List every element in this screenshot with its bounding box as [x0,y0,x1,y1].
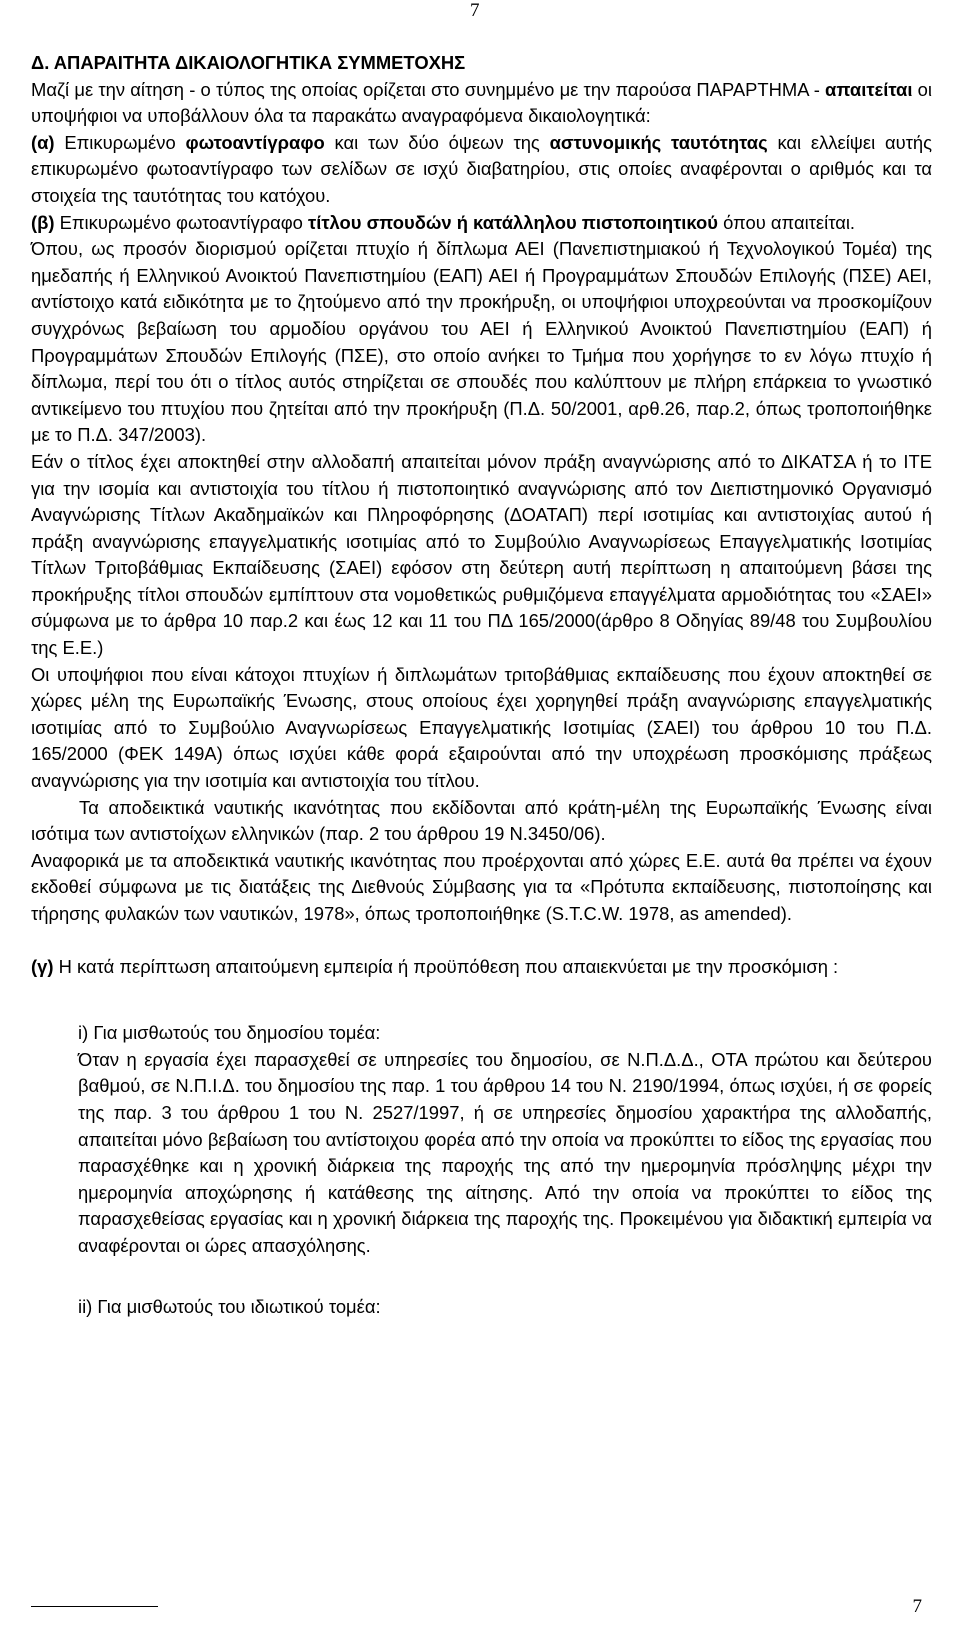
item-a [31,130,932,210]
paragraph-nautical-stcw: Αναφορικά με τα αποδεικτικά ναυτικής ικανότητας που προέρχονται από χώρες Ε.Ε. αυτά θα πρέπει να έχουν εκδοθεί σύμφωνα με τις διατάξεις της Διεθνούς Σύμβασης για τα «Πρότυπα εκπαίδευσης, πιστοποίησης και τήρησης φυλακών των ναυτικών, 1978», όπως τροποποιήθηκε (S.T.C.W. 1978, as amended). [31,849,932,924]
paragraph-eu-degree: Οι υποψήφιοι που είναι κάτοχοι πτυχίων ή διπλωμάτων τριτοβάθμιας εκπαίδευσης που έχουν αποκτηθεί σε χώρες μέλη της Ευρωπαϊκής Ένωσης, στους οποίους έχει χορηγηθεί πράξη αναγνώρισης επαγγελματικής ισοτιμίας από το Συμβούλιο Αναγνωρίσεως Επαγγελματικής Ισοτιμίας (ΣΑΕΙ) του άρθρου 10 του Π.Δ. 165/2000 (ΦΕΚ 149Α) όπως ισχύει κάθε φορά εξαιρούνται από την υποχρέωση προσκόμισης πράξεως αναγνώρισης για την ισοτιμία και αντιστοιχία του τίτλου. [31,663,932,792]
item-b [31,210,932,237]
intro-emphasis: απαιτείται [825,78,913,100]
intro-text-2: οι υποψήφιοι να υποβάλλουν όλα τα παρακάτω αναγραφόμενα δικαιολογητικά: [31,78,932,127]
paragraph-foreign-degree: Εάν ο τίτλος έχει αποκτηθεί στην αλλοδαπή απαιτείται μόνον πράξη αναγνώρισης από το ΔΙΚΑΤΣΑ ή το ΙΤΕ για την ισομία και αντιστοιχία του τίτλου ή πιστοποιητικό αναγνώρισης από τον Διεπιστημονικό Οργανισμό Αναγνώρισης Τίτλων Ακαδημαϊκών και Πληροφόρησης (ΔΟΑΤΑΠ) περί ισοτιμίας και αντιστοιχίας αυτού ή πράξη αναγνώρισης επαγγελματικής ισοτιμίας από το Συμβούλιο Αναγνωρίσεως Επαγγελματικής Ισοτιμίας Τίτλων Τριτοβάθμιας Εκπαίδευσης (ΣΑΕΙ) εφόσον στη δεύτερη αυτή περίπτωση η απαιτούμενη βάσει της προκήρυξης τίτλοι σπουδών εμπίπτουν στα νομοθετικώς ρυθμιζόμενα επαγγέλματα αρμοδιότητας του «ΣΑΕΙ» σύμφωνα με το άρθρα 10 παρ.2 και έως 12 και 11 του ΠΔ 165/2000(άρθρο 8 Οδηγίας 89/48 του Συμβουλίου της Ε.Ε.) [31,450,932,659]
sub-item-ii-title: ii) Για μισθωτούς του ιδιωτικού τομέα: [78,1295,381,1317]
item-a-bold-1: φωτοαντίγραφο [185,131,325,153]
section-heading [31,50,932,77]
item-a-bold-2: αστυνομικής ταυτότητας [549,131,768,153]
document-body [31,50,932,1320]
item-a-text-3: και ελλείψει αυτής επικυρωμένο φωτοαντίγραφο των σελίδων σε ισχύ διαβατηρίου, στις οποίες αναφέρονται ο αριθμός και τα στοιχεία της ταυτότητας του κατόχου. [31,131,932,206]
item-b-bold-1: τίτλου σπουδών ή κατάλληλου πιστοποιητικού [308,211,718,233]
footnote-separator [31,1606,158,1607]
item-c [31,954,932,981]
item-b-text-1: Επικυρωμένο φωτοαντίγραφο [54,211,309,233]
paragraph-degree-certification: Όπου, ως προσόν διορισμού ορίζεται πτυχίο ή δίπλωμα ΑΕΙ (Πανεπιστημιακού ή Τεχνολογικού Τομέα) της ημεδαπής ή Ελληνικού Ανοικτού Πανεπιστημίου (ΕΑΠ) ΑΕΙ ή Προγραμμάτων Σπουδών Επιλογής (ΠΣΕ) ΑΕΙ, αντίστοιχο κατά ειδικότητα με το ζητούμενο από την προκήρυξη, οι υποψήφιοι υποχρεούνται να προσκομίζουν συγχρόνως βεβαίωση του αρμοδίου οργάνου του ΑΕΙ ή Ελληνικού Ανοικτού Πανεπιστημίου (ΕΑΠ) ή Προγραμμάτων Σπουδών Επιλογής (ΠΣΕ), στο οποίο ανήκει το Τμήμα που χορήγησε το εν λόγω πτυχίο ή δίπλωμα, περί του ότι ο τίτλος αυτός στηρίζεται σε σπουδές που καλύπτουν με πλήρη επάρκεια το γνωστικό αντικείμενο του πτυχίου που ζητείται από την προκήρυξη (Π.Δ. 50/2001, αρθ.26, παρ.2, όπως τροποποιήθηκε με το Π.Δ. 347/2003). [31,238,932,446]
page-number-top: 7 [470,0,480,21]
item-a-text-2: και των δύο όψεων της [324,131,550,153]
item-b-label: (β) [31,211,55,233]
item-b-text-2: όπου απαιτείται. [717,211,856,233]
intro-text-1: Μαζί με την αίτηση - ο τύπος της οποίας ορίζεται στο συνημμένο με την παρούσα ΠΑΡΑΡΤΗΜΑ - [31,78,826,100]
section-title: ΑΠΑΡΑΙΤΗΤΑ ΔΙΚΑΙΟΛΟΓΗΤΙΚΑ ΣΥΜΜΕΤΟΧΗΣ [49,52,466,73]
item-c-text: Η κατά περίπτωση απαιτούμενη εμπειρία ή προϋπόθεση που απαιεκνύεται με την προσκόμιση : [53,955,839,977]
sub-item-i-body: Όταν η εργασία έχει παρασχεθεί σε υπηρεσίες του δημοσίου, σε Ν.Π.Δ.Δ., ΟΤΑ πρώτου και δεύτερου βαθμού, σε Ν.Π.Ι.Δ. του δημοσίου της παρ. 1 του άρθρου 14 του Ν. 2190/1994, όπως ισχύει, ή σε φορείς της παρ. 3 του άρθρου 1 του Ν. 2527/1997, ή σε υπηρεσίες δημοσίου χαρακτήρα της αλλοδαπής, απαιτείται μόνο βεβαίωση του αντίστοιχου φορέα από την οποία να προκύπτει το είδος της εργασίας που παρασχέθηκε και η χρονική διάρκεια της παροχής της από την ημερομηνία πρόσληψης μέχρι την ημερομηνία αποχώρησης ή κατάθεσης της αίτησης. Από την οποία να προκύπτει το είδος της παρασχεθείσας εργασίας και η χρονική διάρκεια της παροχής της. Προκειμένου για διδακτική εμπειρία να αναφέρονται οι ώρες απασχόλησης. [78,1048,932,1256]
item-a-text-1: Επικυρωμένο [54,131,186,153]
intro-paragraph [31,77,932,130]
item-a-label: (α) [31,131,55,153]
item-c-label: (γ) [31,955,54,977]
paragraph-nautical-eu: Τα αποδεικτικά ναυτικής ικανότητας που εκδίδονται από κράτη-μέλη της Ευρωπαϊκής Ένωσης είναι ισότιμα των αντιστοίχων ελληνικών (παρ. 2 του άρθρου 19 Ν.3450/06). [31,796,932,845]
section-letter: Δ. [31,52,50,73]
page-number-bottom: 7 [912,1596,922,1617]
sub-item-i-title: i) Για μισθωτούς του δημοσίου τομέα: [78,1022,381,1044]
